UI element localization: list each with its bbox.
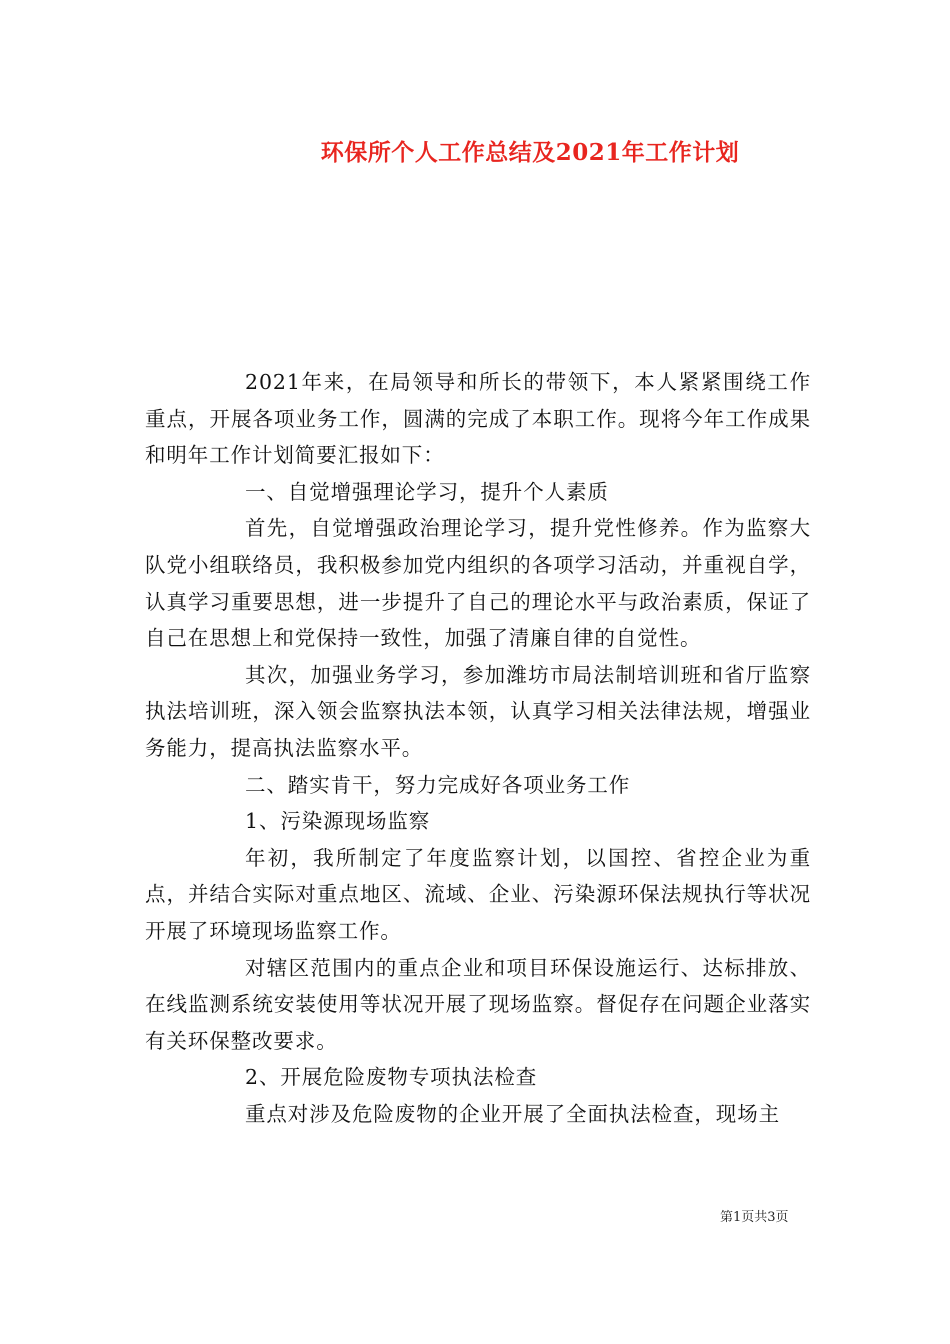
subsection-heading-1: 1、污染源现场监察 — [245, 809, 431, 834]
section-heading-2: 二、踏实肯干，努力完成好各项业务工作 — [245, 772, 631, 797]
body-paragraph: 首先，自觉增强政治理论学习，提升党性修养。作为监察大队党小组联络员，我积极参加党内组织的各项学习活动，并重视自学，认真学习重要思想，进一步提升了自己的理论水平与政治素质，保证了自己在思想上和党保持一致性，加强了清廉自律的自觉性。 — [145, 516, 811, 651]
section-heading-1: 一、自觉增强理论学习，提升个人素质 — [245, 479, 609, 504]
document-body — [145, 364, 811, 1132]
subsection-heading-2: 2、开展危险废物专项执法检查 — [245, 1065, 538, 1090]
document-title: 环保所个人工作总结及2021年工作计划 — [320, 139, 740, 166]
page-number: 第1页共3页 — [720, 1210, 789, 1225]
body-paragraph: 重点对涉及危险废物的企业开展了全面执法检查，现场主 — [245, 1101, 780, 1126]
body-paragraph: 其次，加强业务学习，参加潍坊市局法制培训班和省厅监察执法培训班，深入领会监察执法本领，认真学习相关法律法规，增强业务能力，提高执法监察水平。 — [145, 662, 811, 760]
body-paragraph: 年初，我所制定了年度监察计划，以国控、省控企业为重点，并结合实际对重点地区、流域、企业、污染源环保法规执行等状况开展了环境现场监察工作。 — [145, 845, 811, 943]
body-paragraph: 对辖区范围内的重点企业和项目环保设施运行、达标排放、在线监测系统安装使用等状况开展了现场监察。督促存在问题企业落实有关环保整改要求。 — [145, 955, 811, 1053]
intro-paragraph: 2021年来，在局领导和所长的带领下，本人紧紧围绕工作重点，开展各项业务工作，圆满的完成了本职工作。现将今年工作成果和明年工作计划简要汇报如下： — [145, 370, 811, 468]
